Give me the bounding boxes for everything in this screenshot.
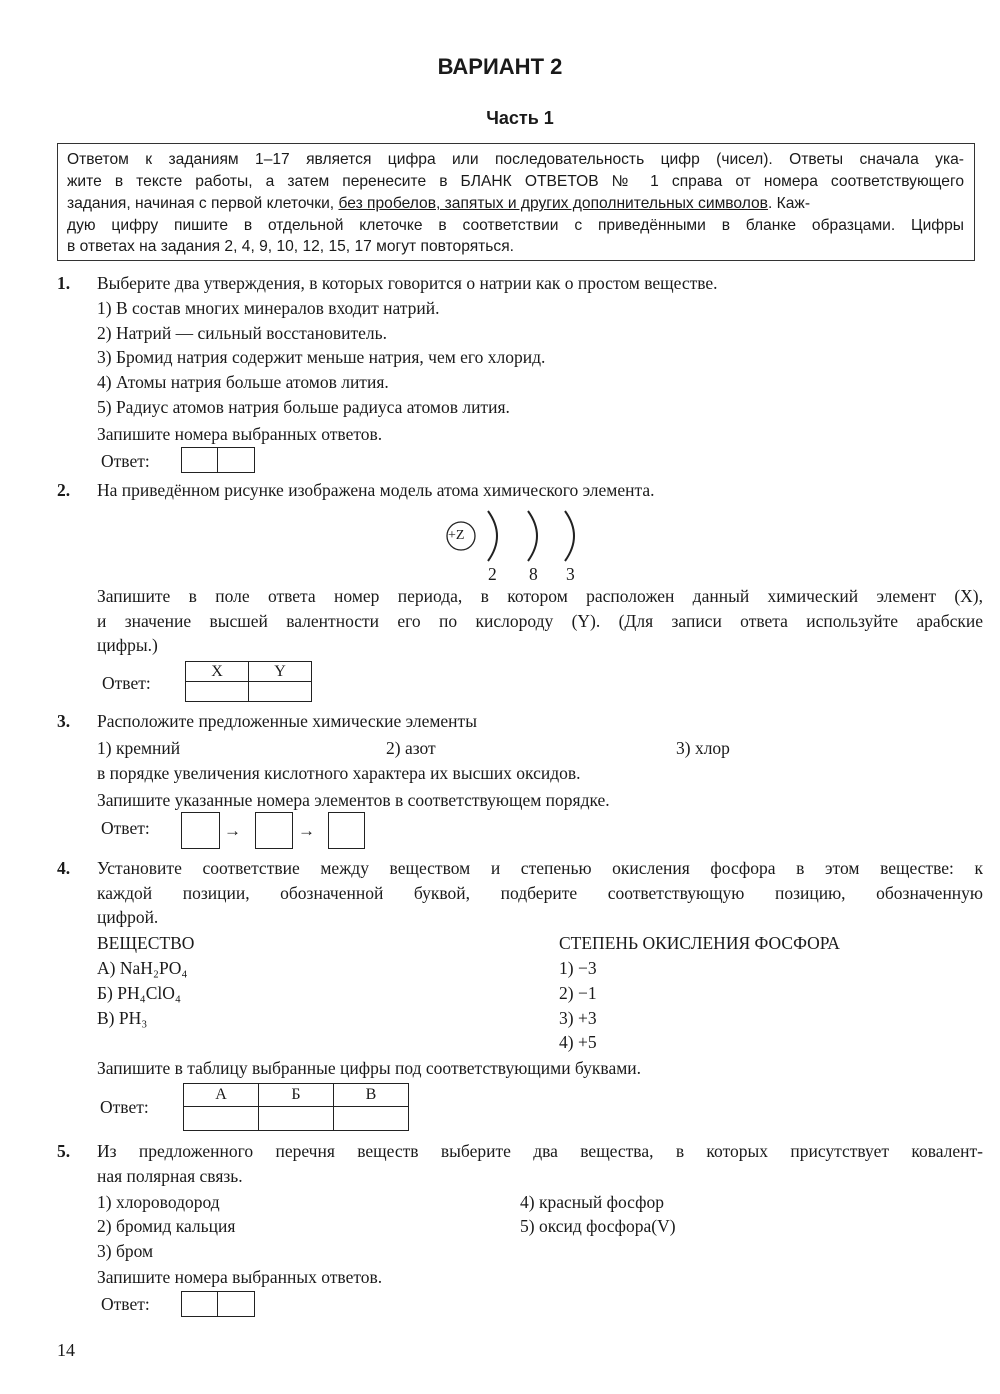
question-text: Выберите два утверждения, в которых говорится о натрии как о простом веществе. [97, 273, 718, 293]
answer-table [183, 1083, 409, 1131]
nucleus-label: +Z [448, 528, 465, 543]
substance-option: Б) PH₄ClO₄ [97, 983, 181, 1003]
answer-cell[interactable] [184, 1107, 259, 1131]
state-option: 3) +3 [559, 1008, 597, 1028]
option: 4) красный фосфор [520, 1192, 664, 1212]
answer-cell[interactable] [259, 1107, 334, 1131]
option: 3) хлор [676, 738, 730, 758]
option: 2) Натрий — сильный восстановитель. [97, 323, 387, 343]
option: 1) В состав многих минералов входит натрий. [97, 298, 440, 318]
option: 2) азот [386, 738, 436, 758]
question-number: 5. [57, 1141, 71, 1161]
answer-cell[interactable] [334, 1107, 409, 1131]
column-header: В [334, 1084, 409, 1107]
question-text: в порядке увеличения кислотного характера их высших оксидов. [97, 763, 581, 783]
column-header: Y [249, 662, 312, 682]
instruction-text: задания, начиная с первой клеточки, [67, 195, 339, 212]
electron-shell-arc [565, 511, 574, 561]
instruction: Запишите указанные номера элементов в соответствующем порядке. [97, 790, 610, 810]
question-text: и значение высшей валентности его по кислороду (Y). (Для записи ответа используйте арабские [97, 611, 983, 631]
instruction: Запишите в таблицу выбранные цифры под соответствующими буквами. [97, 1058, 642, 1078]
electron-shell-arc [488, 511, 497, 561]
question-text: цифры.) [97, 635, 158, 655]
instruction: Запишите номера выбранных ответов. [97, 1267, 383, 1287]
instruction-underlined: без пробелов, запятых и других дополнительных символов [338, 195, 768, 212]
instruction-line: дую цифру пишите в отдельной клеточке в соответствии с приведёнными в бланке образцами. Цифры [67, 217, 964, 234]
answer-cell[interactable] [249, 682, 312, 702]
answer-cell[interactable] [186, 682, 249, 702]
question-number: 1. [57, 273, 71, 293]
answer-cell[interactable] [255, 812, 293, 849]
instruction-line: жите в тексте работы, а затем перенесите в БЛАНК ОТВЕТОВ № 1 справа от номера соответствующего [67, 173, 964, 190]
answer-label: Ответ: [102, 673, 151, 693]
answer-cell[interactable] [181, 812, 220, 849]
answer-label: Ответ: [100, 1097, 149, 1117]
question-text: На приведённом рисунке изображена модель атома химического элемента. [97, 480, 655, 500]
shell-electrons: 3 [566, 564, 575, 584]
answer-label: Ответ: [101, 818, 150, 838]
option: 5) оксид фосфора(V) [520, 1216, 676, 1236]
shell-electrons: 8 [529, 564, 538, 584]
question-number: 3. [57, 711, 71, 731]
question-number: 2. [57, 480, 71, 500]
answer-cell[interactable] [181, 1291, 219, 1317]
answer-cell[interactable] [181, 447, 219, 473]
question-text: цифрой. [97, 907, 159, 927]
answer-cell[interactable] [217, 1291, 255, 1317]
question-text: каждой позиции, обозначенной буквой, подберите соответствующую позицию, обозначенную [97, 883, 983, 903]
instruction: Запишите номера выбранных ответов. [97, 424, 383, 444]
column-heading: ВЕЩЕСТВО [97, 933, 195, 953]
state-option: 2) −1 [559, 983, 597, 1003]
answer-label: Ответ: [101, 451, 150, 471]
column-heading: СТЕПЕНЬ ОКИСЛЕНИЯ ФОСФОРА [559, 933, 840, 953]
column-header: Б [259, 1084, 334, 1107]
answer-cell[interactable] [328, 812, 365, 849]
option: 4) Атомы натрия больше атомов лития. [97, 372, 389, 392]
instruction-text: . Каж- [767, 195, 811, 212]
question-text: Из предложенного перечня веществ выберите два вещества, в которых присутствует ковалент- [97, 1141, 983, 1161]
column-header: X [186, 662, 249, 682]
part-title: Часть 1 [486, 108, 554, 128]
option: 2) бромид кальция [97, 1216, 236, 1236]
arrow-icon: → [224, 821, 241, 840]
arrow-icon: → [298, 821, 315, 840]
question-text: Установите соответствие между веществом и степенью окисления фосфора в этом веществе: к [97, 858, 983, 878]
page-number: 14 [57, 1340, 75, 1360]
answer-label: Ответ: [101, 1294, 150, 1314]
question-number: 4. [57, 858, 71, 878]
column-header: А [184, 1084, 259, 1107]
shell-electrons: 2 [488, 564, 497, 584]
question-text: Расположите предложенные химические элементы [97, 711, 477, 731]
state-option: 4) +5 [559, 1032, 597, 1052]
option: 3) Бромид натрия содержит меньше натрия, чем его хлорид. [97, 347, 546, 367]
answer-cell[interactable] [217, 447, 255, 473]
state-option: 1) −3 [559, 958, 597, 978]
instruction-line: в ответах на задания 2, 4, 9, 10, 12, 15, 17 могут повторяться. [67, 238, 514, 255]
variant-title: ВАРИАНТ 2 [437, 54, 563, 79]
question-text: ная полярная связь. [97, 1166, 243, 1186]
question-text: Запишите в поле ответа номер периода, в котором расположен данный химический элемент (X), [97, 586, 983, 606]
option: 1) хлороводород [97, 1192, 220, 1212]
instructions-box [57, 143, 975, 261]
option: 5) Радиус атомов натрия больше радиуса атомов лития. [97, 397, 510, 417]
substance-option: В) PH₃ [97, 1008, 148, 1028]
instruction-line [67, 193, 810, 215]
option: 3) бром [97, 1241, 154, 1261]
answer-table [185, 661, 312, 702]
substance-option: А) NaH₂PO₄ [97, 958, 188, 978]
option: 1) кремний [97, 738, 181, 758]
electron-shell-arc [528, 511, 537, 561]
instruction-line: Ответом к заданиям 1–17 является цифра или последовательность цифр (чисел). Ответы сначала ука- [67, 151, 964, 168]
